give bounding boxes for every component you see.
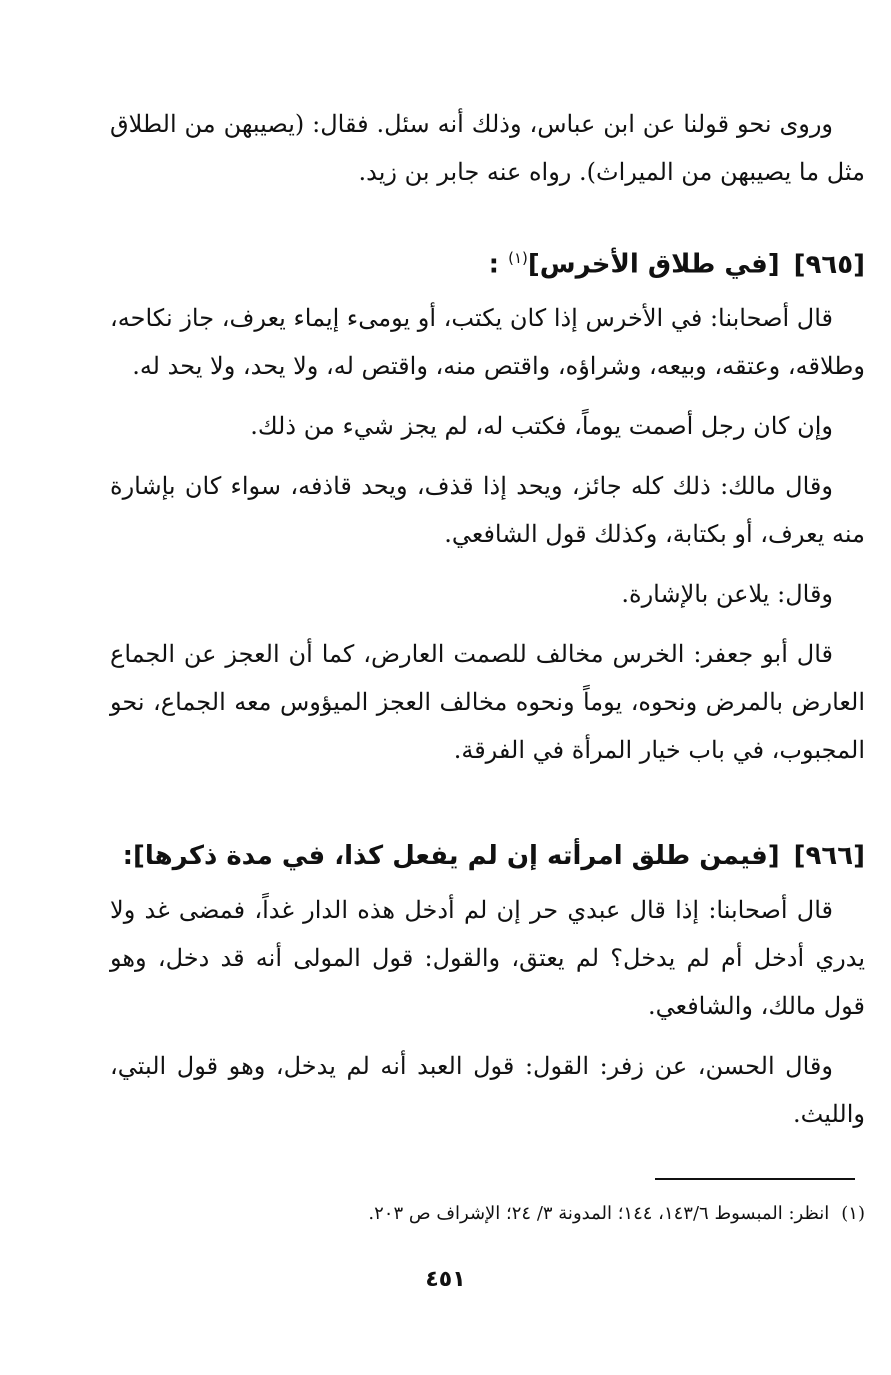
paragraph: قال أبو جعفر: الخرس مخالف للصمت العارض، كما أن العجز عن الجماع العارض بالمرض ونحوه، يوماً ونحوه مخالف العجز الميؤوس معه الجماع، نحو المجبوب، في باب خيار المرأة في الفرقة. [110,640,865,764]
section-title: [فيمن طلق امرأته إن لم يفعل كذا، في مدة ذكرها]: [122,841,780,871]
section-966-body [110,886,865,1150]
footnote-mark: (١) [841,1203,865,1224]
section-heading-965 [110,238,865,285]
footnote-divider [655,1178,855,1180]
section-number: [٩٦٦] [793,841,865,871]
footnote-reference: (١) [508,249,528,267]
paragraph: وقال الحسن، عن زفر: القول: قول العبد أنه لم يدخل، وهو قول البتي، والليث. [110,1052,865,1128]
section-heading-966 [110,836,865,876]
paragraph: وقال: يلاعن بالإشارة. [621,580,833,608]
heading-colon: : [488,249,500,280]
intro-text [110,100,865,208]
section-number: [٩٦٥] [793,249,865,280]
paragraph: وإن كان رجل أصمت يوماً، فكتب له، لم يجز شيء من ذلك. [250,412,833,440]
section-title: [في طلاق الأخرس] [527,249,780,280]
paragraph: وقال مالك: ذلك كله جائز، ويحد إذا قذف، ويحد قاذفه، سواء كان بإشارة منه يعرف، أو بكتابة، وكذلك قول الشافعي. [110,472,865,548]
page-number: ٤٥١ [425,1267,466,1292]
paragraph: قال أصحابنا: إذا قال عبدي حر إن لم أدخل هذه الدار غداً، فمضى غد ولا يدري أدخل أم لم يدخل؟ لم يعتق، والقول: قول المولى أنه قد دخل، وهو قول مالك، والشافعي. [110,896,866,1020]
paragraph: قال أصحابنا: في الأخرس إذا كان يكتب، أو يومىء إيماء يعرف، جاز نكاحه، وطلاقه، وعتقه، وبيعه، وشراؤه، واقتص منه، واقتص له، ولا يحد، ولا يحد له. [110,304,865,380]
footnote [110,1198,865,1230]
section-965-body [110,294,865,786]
footnote-text: انظر: المبسوط ١٤٣/٦، ١٤٤؛ المدونة ٣/ ٢٤؛ الإشراف ص ٢٠٣. [368,1203,830,1224]
paragraph: وروى نحو قولنا عن ابن عباس، وذلك أنه سئل. فقال: (يصيبهن من الطلاق مثل ما يصيبهن من الميراث). رواه عنه جابر بن زيد. [110,110,865,186]
